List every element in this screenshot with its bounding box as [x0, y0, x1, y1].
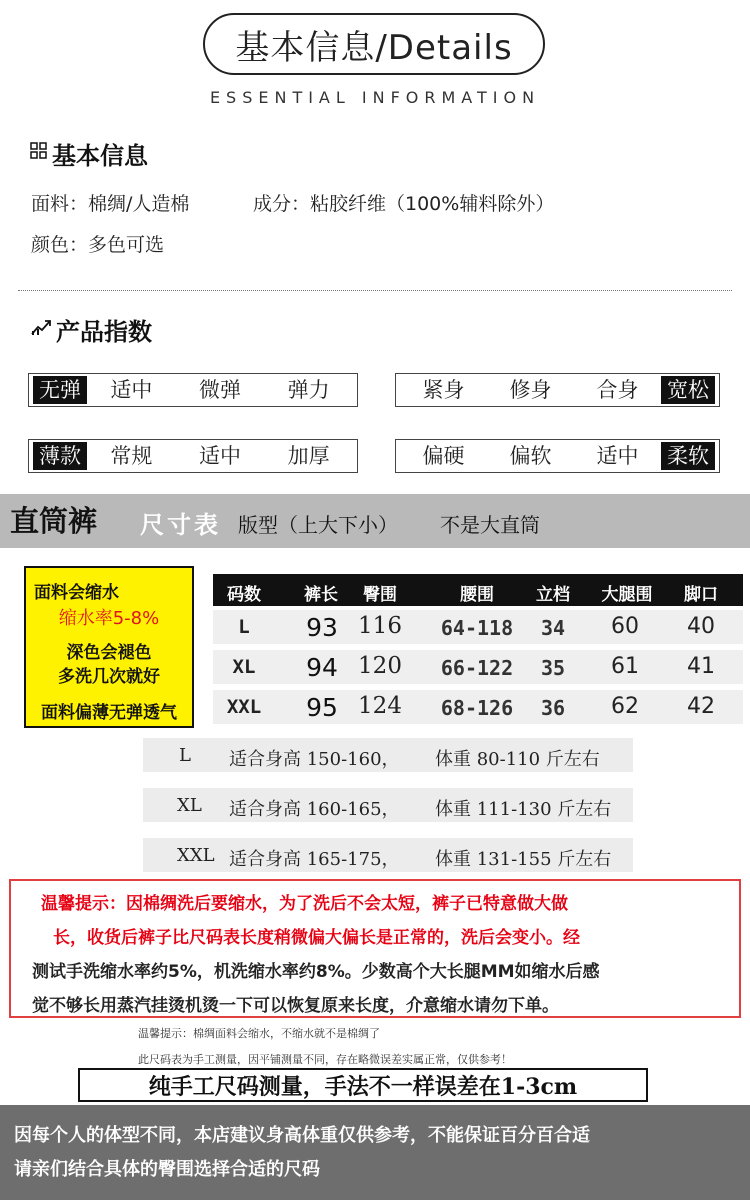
shrink-small-note: 温馨提示：棉绸面料会缩水，不缩水就不是棉绸了 [138, 1027, 380, 1040]
notice-line-4: 多洗几次就好 [58, 667, 160, 687]
cell-hip: 124 [358, 693, 402, 719]
tip-line-4: 觉不够长用蒸汽挂烫机烫一下可以恢复原来长度，介意缩水请勿下单。 [32, 996, 559, 1016]
header-length: 裤长 [304, 585, 338, 605]
notice-line-1: 面料会缩水 [34, 583, 119, 603]
cell-rise: 34 [540, 616, 566, 640]
basic-info-heading [30, 136, 148, 171]
cell-hip: 116 [358, 613, 402, 639]
fit-guide-row [143, 738, 633, 772]
index-fit [395, 373, 720, 407]
cell-hem: 41 [687, 654, 715, 679]
cell-length: 94 [306, 653, 338, 682]
page-subtitle: ESSENTIAL INFORMATION [209, 88, 541, 107]
index-option: 修身 [509, 378, 552, 402]
cell-waist: 64-118 [440, 616, 514, 640]
tip-line-3: 测试手洗缩水率约5%，机洗缩水率约8%。少数高个大长腿MM如缩水后感 [32, 962, 600, 982]
index-thickness [28, 439, 358, 473]
shrink-tip-box [9, 879, 741, 1018]
fabric-text: 面料：棉绸/人造棉 [31, 193, 190, 215]
index-option: 微弹 [199, 378, 241, 402]
grid-icon [30, 142, 48, 165]
measure-note-box [78, 1068, 648, 1102]
index-option: 宽松 [661, 376, 715, 404]
cell-thigh: 60 [611, 614, 639, 639]
header-hem: 脚口 [684, 585, 718, 605]
index-option: 紧身 [422, 378, 465, 402]
basic-info-heading-text: 基本信息 [52, 142, 148, 170]
cell-size: L [238, 616, 250, 638]
footer-line-1: 因每个人的体型不同，本店建议身高体重仅供参考，不能保证百分百合适 [14, 1125, 590, 1146]
notice-line-3: 深色会褪色 [66, 643, 152, 663]
cell-waist: 68-126 [440, 696, 514, 720]
table-row [213, 690, 743, 724]
index-option: 适中 [596, 444, 639, 468]
notice-line-5: 面料偏薄无弹透气 [41, 703, 177, 723]
index-elasticity [28, 373, 358, 407]
shrink-notice [24, 566, 194, 728]
cell-length: 93 [306, 613, 338, 642]
color-text: 颜色：多色可选 [31, 234, 165, 256]
chart-icon [30, 318, 52, 341]
fit-weight: 体重 131-155 斤左右 [435, 849, 612, 870]
fit-weight: 体重 80-110 斤左右 [435, 749, 600, 770]
index-option: 常规 [110, 444, 153, 468]
index-option: 适中 [110, 378, 153, 402]
fit-size: XXL [177, 845, 215, 866]
banner-title: 直筒裤 [10, 504, 98, 538]
cell-thigh: 61 [611, 654, 639, 679]
index-option: 无弹 [33, 376, 87, 404]
cell-hem: 42 [687, 694, 715, 719]
title-pill [203, 13, 545, 75]
cell-size: XL [232, 656, 256, 678]
banner-fit-type: 版型（上大下小） [238, 513, 398, 537]
section-divider [18, 290, 732, 291]
cell-length: 95 [306, 693, 338, 722]
index-softness [395, 439, 720, 473]
index-option: 偏硬 [422, 444, 465, 468]
footer-banner [0, 1105, 750, 1200]
measure-small-note: 此尺码表为手工测量，因平铺测量不同，存在略微误差实属正常，仅供参考！ [138, 1053, 512, 1066]
cell-size: XXL [226, 696, 262, 718]
fit-weight: 体重 111-130 斤左右 [435, 799, 612, 820]
banner-note: 不是大直筒 [440, 513, 540, 537]
product-index-heading-text: 产品指数 [56, 318, 152, 346]
composition-text: 成分：粘胶纤维（100%辅料除外） [253, 193, 555, 215]
cell-hip: 120 [358, 653, 402, 679]
header-waist: 腰围 [460, 585, 494, 605]
index-option: 适中 [199, 444, 241, 468]
cell-rise: 35 [540, 656, 566, 680]
notice-line-2: 缩水率5-8% [58, 608, 160, 629]
header-size: 码数 [227, 585, 261, 605]
index-option: 合身 [596, 378, 639, 402]
fit-size: L [179, 745, 191, 766]
index-option: 薄款 [33, 442, 87, 470]
index-option: 弹力 [287, 378, 330, 402]
header-rise: 立档 [536, 585, 570, 605]
fit-height: 适合身高 160-165， [229, 799, 400, 820]
product-index-heading [30, 312, 152, 347]
measure-note: 纯手工尺码测量，手法不一样误差在1-3cm [148, 1073, 578, 1100]
fit-size: XL [177, 795, 202, 816]
page-title: 基本信息/Details [235, 27, 513, 68]
table-row [213, 650, 743, 684]
banner-size-chart-label: 尺寸表 [140, 510, 221, 539]
fit-height: 适合身高 165-175， [229, 849, 400, 870]
cell-thigh: 62 [611, 694, 639, 719]
cell-waist: 66-122 [440, 656, 514, 680]
index-option: 加厚 [287, 444, 330, 468]
index-option: 柔软 [661, 442, 715, 470]
fit-guide-row [143, 838, 633, 872]
cell-hem: 40 [687, 614, 715, 639]
cell-rise: 36 [540, 696, 566, 720]
table-row [213, 610, 743, 644]
fit-guide-row [143, 788, 633, 822]
tip-line-1: 温馨提示：因棉绸洗后要缩水，为了洗后不会太短，裤子已特意做大做 [41, 894, 568, 914]
fit-height: 适合身高 150-160， [229, 749, 400, 770]
tip-line-2: 长，收货后裤子比尺码表长度稍微偏大偏长是正常的，洗后会变小。经 [53, 928, 580, 948]
header-hip: 臀围 [363, 585, 397, 605]
size-table-header [213, 574, 743, 606]
index-option: 偏软 [509, 444, 552, 468]
footer-line-2: 请亲们结合具体的臀围选择合适的尺码 [14, 1159, 320, 1180]
header-thigh: 大腿围 [601, 585, 653, 605]
